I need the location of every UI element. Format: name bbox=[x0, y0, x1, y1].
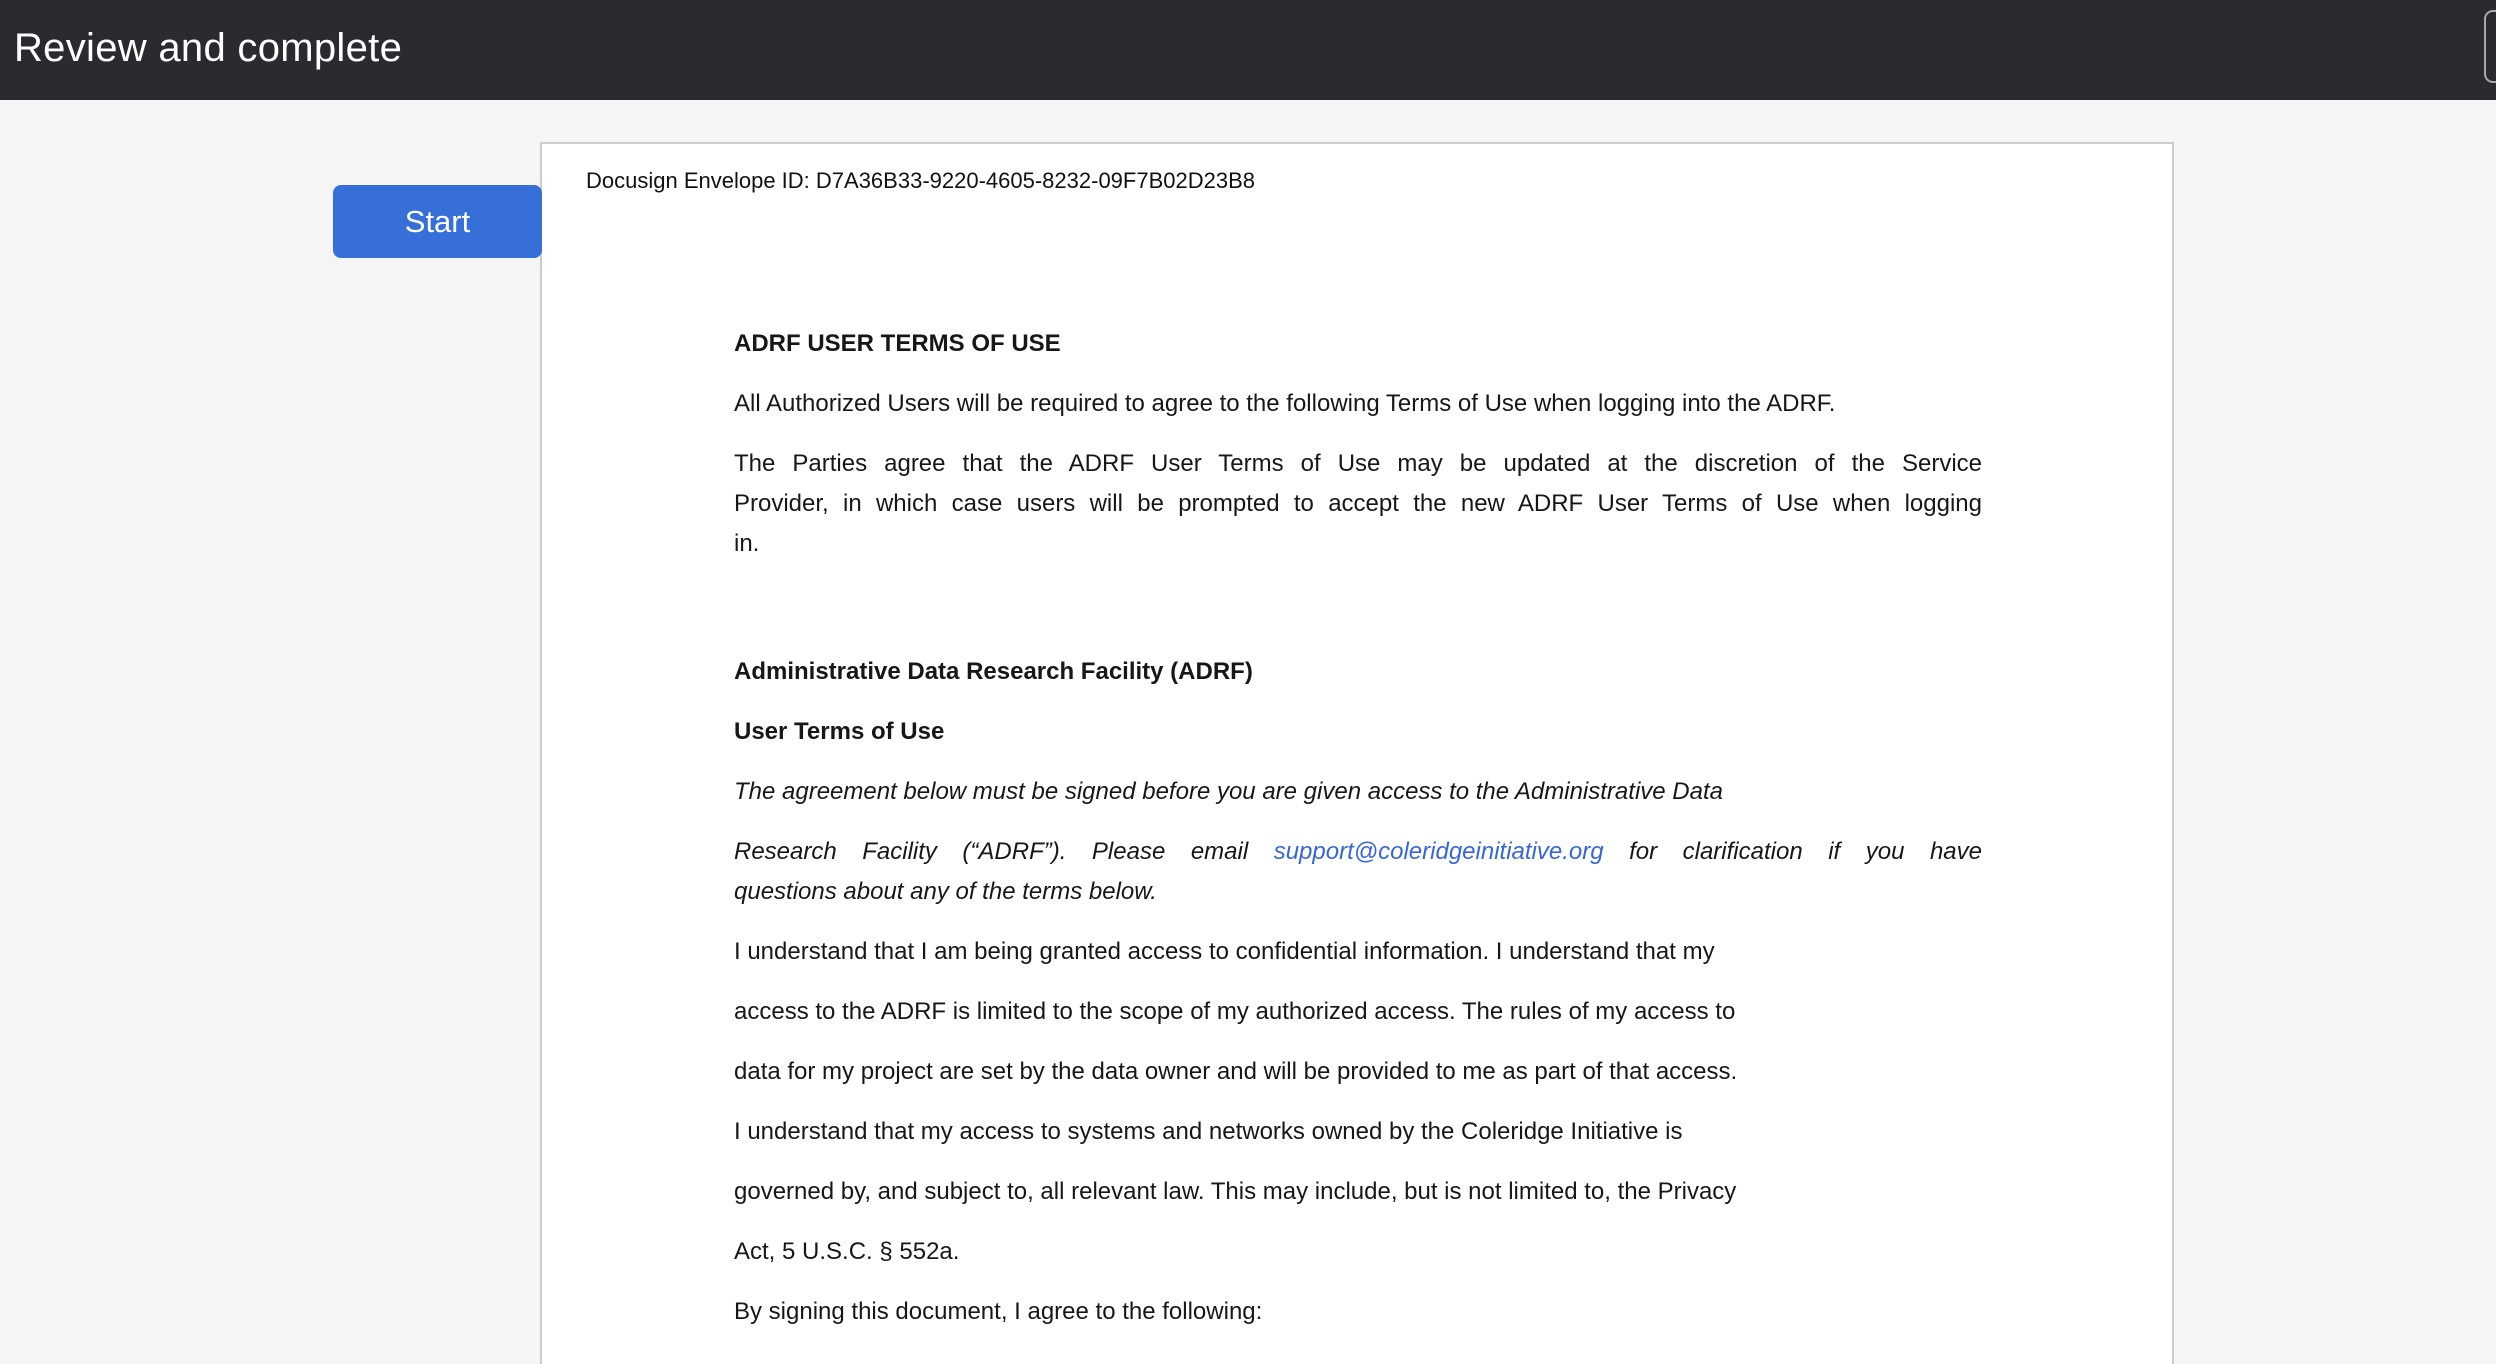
document-page bbox=[540, 142, 2174, 1364]
body-line: governed by, and subject to, all relevant law. This may include, but is not limited to, the Privacy bbox=[734, 1178, 1737, 1205]
parties-paragraph-line: in. bbox=[734, 530, 760, 557]
page-title: Review and complete bbox=[14, 26, 403, 70]
parties-paragraph-line: Provider, in which case users will be prompted to accept the new ADRF User Terms of Use when logging bbox=[734, 490, 1982, 517]
agreement-paragraph-line bbox=[734, 832, 1982, 872]
body-line: data for my project are set by the data owner and will be provided to me as part of that access. bbox=[734, 1058, 1738, 1085]
parties-paragraph-line: The Parties agree that the ADRF User Terms of Use may be updated at the discretion of the Service bbox=[734, 450, 1982, 477]
section-heading-adrf: Administrative Data Research Facility (ADRF) bbox=[734, 658, 1253, 685]
envelope-id-label: Docusign Envelope ID: D7A36B33-9220-4605-8232-09F7B02D23B8 bbox=[586, 168, 1256, 193]
agreement-text-post-link: for clarification if you have bbox=[1603, 838, 1982, 865]
section-heading-terms: User Terms of Use bbox=[734, 718, 945, 745]
top-header-bar bbox=[0, 0, 2496, 100]
body-line: access to the ADRF is limited to the scope of my authorized access. The rules of my access to bbox=[734, 998, 1736, 1025]
offscreen-partial-control[interactable] bbox=[2484, 10, 2496, 83]
body-line: I understand that my access to systems and networks owned by the Coleridge Initiative is bbox=[734, 1118, 1683, 1145]
document-content bbox=[734, 324, 1982, 1332]
agreement-paragraph-line: questions about any of the terms below. bbox=[734, 878, 1157, 905]
body-line: Act, 5 U.S.C. § 552a. bbox=[734, 1238, 960, 1265]
agreement-paragraph-line: The agreement below must be signed before you are given access to the Administrative Data bbox=[734, 778, 1723, 805]
intro-paragraph: All Authorized Users will be required to agree to the following Terms of Use when logging into the ADRF. bbox=[734, 390, 1836, 417]
body-line: By signing this document, I agree to the following: bbox=[734, 1298, 1263, 1325]
support-email-link[interactable]: support@coleridgeinitiative.org bbox=[1273, 838, 1604, 865]
agreement-text-pre-link: Research Facility (“ADRF”). Please email bbox=[734, 838, 1274, 865]
document-title: ADRF USER TERMS OF USE bbox=[734, 330, 1061, 357]
body-line: I understand that I am being granted access to confidential information. I understand that my bbox=[734, 938, 1715, 965]
start-button[interactable]: Start bbox=[333, 185, 542, 258]
